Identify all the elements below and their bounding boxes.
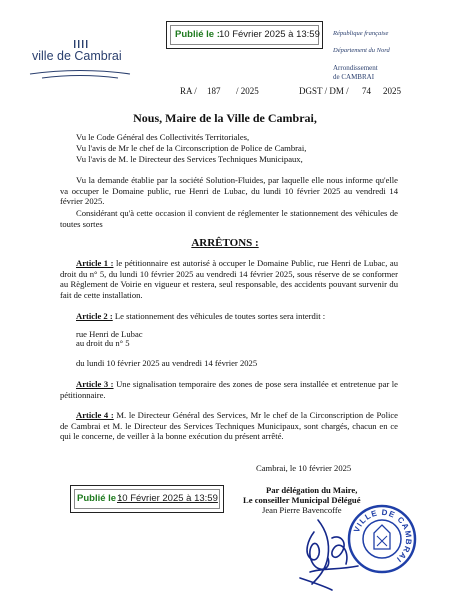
article-1	[60, 258, 398, 300]
stamp-label: Publié le :	[77, 493, 122, 504]
header-department: Département du Nord	[333, 47, 390, 54]
article-2-period: du lundi 10 février 2025 au vendredi 14 février 2025	[76, 358, 258, 368]
article-4-text: M. le Directeur Général des Services, Mr le chef de la Circonscription de Police de Cambrai et M. le Directeur des Services Techniques Municipaux, sont chargés, chacun en ce qui le concerne, de veiller à la bonne exécution du présent arrêté.	[60, 410, 398, 442]
signature-name: Jean Pierre Bavencoffe	[262, 505, 342, 515]
article-2-text: Le stationnement des véhicules de toutes sortes sera interdit :	[112, 311, 326, 321]
stamp-date: 10 Février 2025 à 13:59	[219, 29, 320, 40]
seal-text-path: VILLE DE CAMBRAI	[352, 507, 414, 565]
reference-line	[0, 86, 450, 98]
visa-1: Vu le Code Général des Collectivités Territoriales,	[76, 132, 250, 142]
article-2-number: au droit du n° 5	[76, 338, 130, 348]
publication-stamp-bottom	[70, 485, 224, 513]
header-republic: République française	[333, 30, 389, 37]
article-3	[60, 379, 398, 400]
signature-delegation: Par délégation du Maire,	[266, 485, 358, 495]
page-title: Nous, Maire de la Ville de Cambrai,	[133, 111, 317, 125]
ra-number: 187	[207, 86, 221, 96]
visa-3: Vu l'avis de M. le Directeur des Services Techniques Municipaux,	[76, 154, 303, 164]
ra-label: RA /	[180, 86, 197, 96]
publication-stamp-top	[166, 21, 323, 49]
dgst-year: 2025	[383, 86, 401, 96]
article-4	[60, 410, 398, 442]
stamp-date: 10 Février 2025 à 13:59	[117, 493, 218, 504]
dgst-number: 74	[362, 86, 371, 96]
article-3-label: Article 3 :	[76, 379, 114, 389]
article-2	[76, 311, 325, 322]
visa-2: Vu l'avis de Mr le chef de la Circonscription de Police de Cambrai,	[76, 143, 307, 153]
arretons-heading: ARRÊTONS :	[191, 237, 259, 249]
signature-role: Le conseiller Municipal Délégué	[243, 495, 361, 505]
dgst-label: DGST / DM /	[299, 86, 349, 96]
article-2-label: Article 2 :	[76, 311, 113, 321]
article-1-text: le pétitionnaire est autorisé à occuper le Domaine Public, rue Henri de Lubac, au droit du n° 5, du lundi 10 février 2025 au vendredi 14 février 2025, sous réserve de se conformer au Règlement de Voirie en vigueur et restera, seul responsable, des accidents pouvant survenir du fait de cette installation.	[60, 258, 399, 300]
city-logo	[24, 40, 136, 84]
stamp-label: Publié le :	[175, 29, 220, 40]
header-arrondissement-2: de CAMBRAI	[333, 73, 375, 81]
considerant-demande: Vu la demande établie par la société Solution-Fluides, par laquelle elle nous informe qu'elle va occuper le Domaine public, rue Henri de Lubac, du lundi 10 février 2025 au vendredi 14 février 2025.	[60, 175, 398, 207]
header-arrondissement-1: Arrondissement	[333, 64, 378, 72]
considerant-occasion: Considérant qu'à cette occasion il convient de réglementer le stationnement des véhicules de toutes sortes	[60, 208, 398, 229]
ra-year: / 2025	[236, 86, 259, 96]
article-1-label: Article 1 :	[76, 258, 114, 268]
signature-place-date: Cambrai, le 10 février 2025	[256, 463, 352, 473]
city-name: ville de Cambrai	[32, 49, 122, 63]
article-3-text: Une signalisation temporaire des zones de pose sera installée et entretenue par le pétitionnaire.	[60, 379, 398, 400]
article-2-street: rue Henri de Lubac	[76, 329, 143, 339]
article-4-label: Article 4 :	[76, 410, 114, 420]
handwritten-signature	[288, 512, 380, 592]
